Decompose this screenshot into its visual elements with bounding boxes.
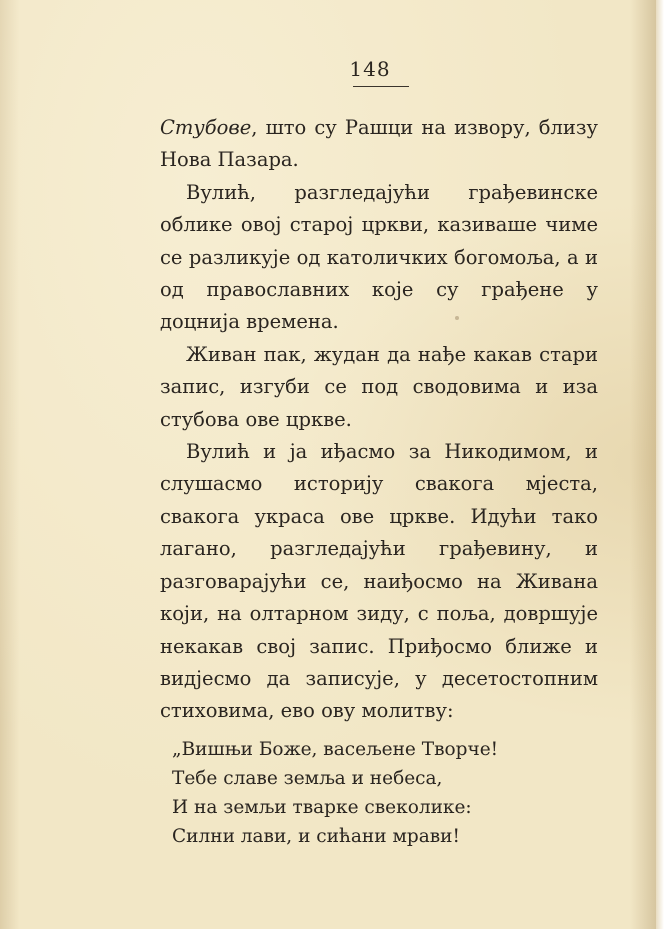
poem-line-4: Силни лави, и сићани мрави! (172, 826, 460, 847)
paragraph-1-italic-lead: Стубове (160, 116, 252, 139)
poem (172, 735, 592, 851)
paragraph-1 (160, 112, 598, 177)
poem-line-1: „Вишњи Боже, васељене Творче! (172, 739, 499, 760)
paragraph-3: Живан пак, жудан да нађе какав стари запис, изгуби се под сводовима и иза стубова ове цркве. (160, 342, 598, 431)
page-number-rule (353, 86, 409, 87)
poem-line-2: Тебе славе земља и небеса, (172, 768, 443, 789)
page-edge-shadow (656, 0, 664, 929)
paragraph-2: Вулић, разгледајући грађевинске облике овој старој цркви, казиваше чиме се разликује од католичких богомоља, а и од православних које су грађене у доцнија времена. (160, 180, 598, 334)
paper-speck (455, 316, 459, 320)
paragraph-4: Вулић и ја иђасмо за Никодимом, и слушасмо историју свакога мјеста, свакога украса ове цркве. Идући тако лагано, разгледајући грађевину, и разговарајући се, наиђосмо на Живана који, на олтарном зиду, с поља, довршује некакав свој запис. Приђосмо ближе и видјесмо да записује, у десетостопним стиховима, ево ову молитву: (160, 440, 598, 723)
paragraph-1-text: , што су Рашци на извору, близу Нова Пазара. (160, 116, 598, 172)
body-text (160, 112, 598, 728)
page-number: 148 (349, 57, 391, 81)
poem-line-3: И на земљи тварке свеколике: (172, 797, 472, 818)
